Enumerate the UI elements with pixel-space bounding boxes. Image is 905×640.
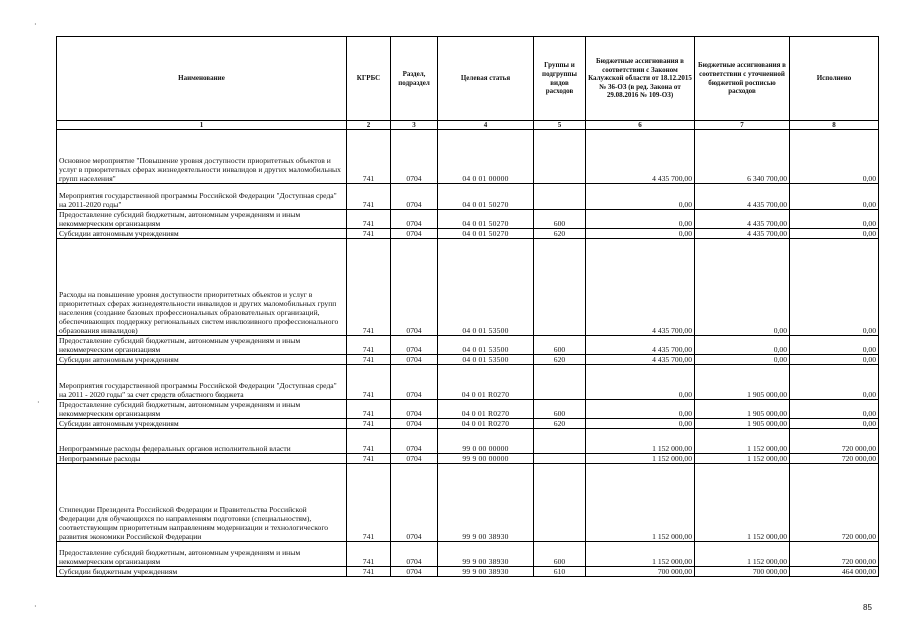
cell-law: 1 152 000,00: [586, 429, 695, 454]
cell-executed: 0,00: [790, 229, 879, 239]
cell-revised: 0,00: [695, 336, 790, 355]
cell-group: 610: [534, 567, 586, 577]
cell-target: 04 0 01 00000: [438, 130, 534, 184]
cell-name: Непрограммные расходы федеральных органов исполнительной власти: [57, 429, 347, 454]
cell-executed: 0,00: [790, 210, 879, 229]
cell-target: 04 0 01 R0270: [438, 365, 534, 400]
cell-revised: 1 905 000,00: [695, 365, 790, 400]
cell-group: [534, 365, 586, 400]
column-number: 5: [534, 121, 586, 130]
cell-law: 4 435 700,00: [586, 336, 695, 355]
cell-name: Субсидии бюджетным учреждениям: [57, 567, 347, 577]
cell-revised: 0,00: [695, 355, 790, 365]
table-row: [57, 336, 879, 355]
cell-target: 99 0 00 00000: [438, 429, 534, 454]
cell-target: 04 0 01 53500: [438, 336, 534, 355]
cell-name: Расходы на повышение уровня доступности приоритетных объектов и услуг в приоритетных сферах жизнедеятельности инвалидов и других маломобильных групп населения (создание базовых профессиональных образовательных организаций, обеспечивающих поддержку региональных систем инклюзивного профессионального образования инвалидов): [57, 239, 347, 336]
table-row: [57, 239, 879, 336]
cell-section: 0704: [391, 239, 438, 336]
cell-section: 0704: [391, 400, 438, 419]
cell-name: Предоставление субсидий бюджетным, автономным учреждениям и иным некоммерческим организациям: [57, 210, 347, 229]
table-row: [57, 184, 879, 210]
cell-group: [534, 130, 586, 184]
header-law: Бюджетные ассигнования в соответствии с Законом Калужской области от 18.12.2015 № 36-ОЗ (в ред. Закона от 29.08.2016 № 109-ОЗ): [586, 37, 695, 121]
header-executed: Исполнено: [790, 37, 879, 121]
cell-target: 04 0 01 53500: [438, 355, 534, 365]
cell-kgrbs: 741: [347, 542, 391, 567]
table-row: [57, 130, 879, 184]
scan-mark-mid: ·: [37, 398, 40, 407]
cell-name: Предоставление субсидий бюджетным, автономным учреждениям и иным некоммерческим организациям: [57, 542, 347, 567]
cell-section: 0704: [391, 336, 438, 355]
cell-name: Субсидии автономным учреждениям: [57, 419, 347, 429]
cell-target: 04 0 01 R0270: [438, 419, 534, 429]
cell-section: 0704: [391, 567, 438, 577]
cell-law: 0,00: [586, 229, 695, 239]
cell-revised: 4 435 700,00: [695, 229, 790, 239]
cell-revised: 700 000,00: [695, 567, 790, 577]
cell-revised: 4 435 700,00: [695, 184, 790, 210]
cell-revised: 1 152 000,00: [695, 429, 790, 454]
cell-law: 1 152 000,00: [586, 464, 695, 542]
cell-target: 99 9 00 38930: [438, 464, 534, 542]
cell-group: [534, 429, 586, 454]
cell-executed: 720 000,00: [790, 464, 879, 542]
table-body: [57, 130, 879, 577]
cell-kgrbs: 741: [347, 355, 391, 365]
cell-law: 0,00: [586, 400, 695, 419]
cell-revised: 1 152 000,00: [695, 464, 790, 542]
cell-group: 600: [534, 542, 586, 567]
table-row: [57, 355, 879, 365]
table-row: [57, 210, 879, 229]
table-row: [57, 229, 879, 239]
cell-kgrbs: 741: [347, 229, 391, 239]
cell-executed: 0,00: [790, 400, 879, 419]
cell-law: 1 152 000,00: [586, 454, 695, 464]
cell-law: 1 152 000,00: [586, 542, 695, 567]
column-number: 2: [347, 121, 391, 130]
cell-group: [534, 464, 586, 542]
cell-name: Стипендии Президента Российской Федерации и Правительства Российской Федерации для обучающихся по направлениям подготовки (специальностям), соответствующим приоритетным направлениям модернизации и технологического развития экономики Российской Федерации: [57, 464, 347, 542]
cell-name: Субсидии автономным учреждениям: [57, 355, 347, 365]
cell-law: 4 435 700,00: [586, 355, 695, 365]
cell-law: 700 000,00: [586, 567, 695, 577]
header-target: Целевая статья: [438, 37, 534, 121]
budget-table: [56, 36, 879, 577]
cell-law: 0,00: [586, 419, 695, 429]
header-section: Раздел, подраздел: [391, 37, 438, 121]
cell-kgrbs: 741: [347, 454, 391, 464]
cell-kgrbs: 741: [347, 365, 391, 400]
cell-revised: 4 435 700,00: [695, 210, 790, 229]
cell-group: 600: [534, 210, 586, 229]
cell-kgrbs: 741: [347, 184, 391, 210]
cell-section: 0704: [391, 429, 438, 454]
header-revised: Бюджетные ассигнования в соответствии с уточненной бюджетной росписью расходов: [695, 37, 790, 121]
scan-mark-top: ·: [34, 20, 37, 29]
cell-kgrbs: 741: [347, 130, 391, 184]
cell-executed: 0,00: [790, 365, 879, 400]
cell-executed: 720 000,00: [790, 542, 879, 567]
cell-kgrbs: 741: [347, 239, 391, 336]
page-number: 85: [863, 603, 872, 612]
cell-law: 0,00: [586, 184, 695, 210]
cell-target: 99 9 00 00000: [438, 454, 534, 464]
cell-kgrbs: 741: [347, 464, 391, 542]
cell-name: Субсидии автономным учреждениям: [57, 229, 347, 239]
cell-section: 0704: [391, 210, 438, 229]
cell-target: 04 0 01 53500: [438, 239, 534, 336]
cell-kgrbs: 741: [347, 400, 391, 419]
cell-law: 4 435 700,00: [586, 130, 695, 184]
cell-law: 0,00: [586, 210, 695, 229]
cell-group: 600: [534, 400, 586, 419]
cell-revised: 1 905 000,00: [695, 419, 790, 429]
cell-target: 04 0 01 50270: [438, 210, 534, 229]
cell-revised: 1 905 000,00: [695, 400, 790, 419]
column-number: 3: [391, 121, 438, 130]
cell-target: 04 0 01 50270: [438, 229, 534, 239]
cell-section: 0704: [391, 184, 438, 210]
cell-section: 0704: [391, 464, 438, 542]
column-number: 1: [57, 121, 347, 130]
table-row: [57, 419, 879, 429]
cell-name: Предоставление субсидий бюджетным, автономным учреждениям и иным некоммерческим организациям: [57, 336, 347, 355]
cell-executed: 0,00: [790, 184, 879, 210]
cell-revised: 0,00: [695, 239, 790, 336]
table-row: [57, 542, 879, 567]
table-row: [57, 429, 879, 454]
cell-group: 600: [534, 336, 586, 355]
cell-section: 0704: [391, 365, 438, 400]
cell-revised: 1 152 000,00: [695, 454, 790, 464]
cell-section: 0704: [391, 419, 438, 429]
cell-group: [534, 239, 586, 336]
column-number: 6: [586, 121, 695, 130]
cell-target: 99 9 00 38930: [438, 542, 534, 567]
cell-section: 0704: [391, 130, 438, 184]
cell-section: 0704: [391, 229, 438, 239]
table-row: [57, 567, 879, 577]
cell-name: Непрограммные расходы: [57, 454, 347, 464]
cell-executed: 0,00: [790, 239, 879, 336]
cell-executed: 0,00: [790, 419, 879, 429]
cell-name: Мероприятия государственной программы Российской Федерации "Доступная среда" на 2011-2020 годы": [57, 184, 347, 210]
column-number: 7: [695, 121, 790, 130]
table-row: [57, 365, 879, 400]
cell-section: 0704: [391, 454, 438, 464]
cell-kgrbs: 741: [347, 419, 391, 429]
cell-section: 0704: [391, 355, 438, 365]
cell-group: 620: [534, 229, 586, 239]
cell-kgrbs: 741: [347, 336, 391, 355]
cell-group: 620: [534, 355, 586, 365]
column-number: 4: [438, 121, 534, 130]
cell-group: 620: [534, 419, 586, 429]
header-row: [57, 37, 879, 121]
scan-mark-bottom: ·: [34, 602, 37, 611]
table-row: [57, 464, 879, 542]
table-row: [57, 454, 879, 464]
cell-name: Основное мероприятие "Повышение уровня доступности приоритетных объектов и услуг в приоритетных сферах жизнедеятельности инвалидов и других маломобильных групп населения": [57, 130, 347, 184]
cell-section: 0704: [391, 542, 438, 567]
cell-revised: 6 340 700,00: [695, 130, 790, 184]
cell-target: 99 9 00 38930: [438, 567, 534, 577]
cell-executed: 0,00: [790, 355, 879, 365]
cell-executed: 720 000,00: [790, 454, 879, 464]
cell-target: 04 0 01 50270: [438, 184, 534, 210]
cell-executed: 464 000,00: [790, 567, 879, 577]
cell-name: Мероприятия государственной программы Российской Федерации "Доступная среда" на 2011 - 2020 годы" за счет средств областного бюджета: [57, 365, 347, 400]
cell-revised: 1 152 000,00: [695, 542, 790, 567]
cell-executed: 0,00: [790, 336, 879, 355]
table-row: [57, 400, 879, 419]
cell-group: [534, 454, 586, 464]
cell-name: Предоставление субсидий бюджетным, автономным учреждениям и иным некоммерческим организациям: [57, 400, 347, 419]
budget-table-container: [56, 36, 878, 577]
cell-kgrbs: 741: [347, 429, 391, 454]
cell-executed: 0,00: [790, 130, 879, 184]
cell-group: [534, 184, 586, 210]
header-kgrbs: КГРБС: [347, 37, 391, 121]
cell-kgrbs: 741: [347, 210, 391, 229]
cell-kgrbs: 741: [347, 567, 391, 577]
cell-law: 4 435 700,00: [586, 239, 695, 336]
column-number-row: [57, 121, 879, 130]
cell-law: 0,00: [586, 365, 695, 400]
cell-executed: 720 000,00: [790, 429, 879, 454]
header-groups: Группы и подгруппы видов расходов: [534, 37, 586, 121]
column-number: 8: [790, 121, 879, 130]
cell-target: 04 0 01 R0270: [438, 400, 534, 419]
header-name: Наименование: [57, 37, 347, 121]
